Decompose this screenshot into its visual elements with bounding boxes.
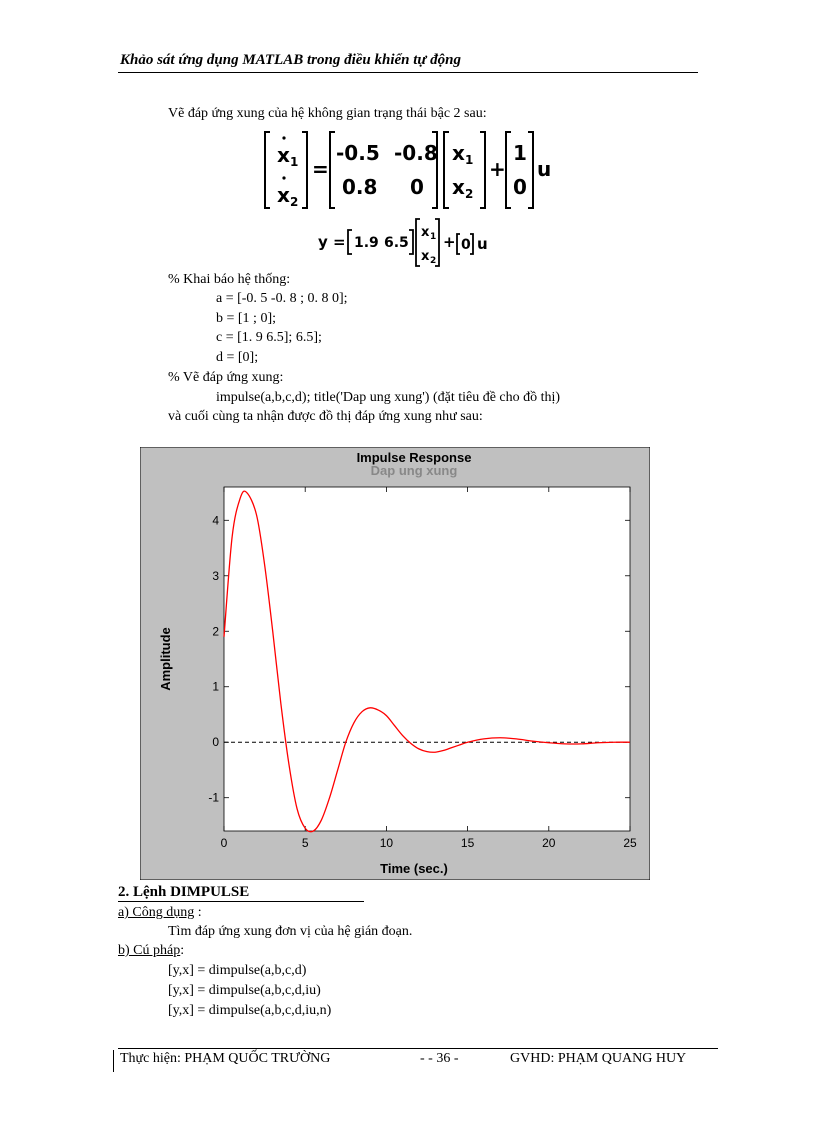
code-comment-declare: % Khai báo hệ thống:	[168, 272, 291, 287]
footer-author: Thực hiện: PHẠM QUỐC TRƯỜNG	[120, 1051, 331, 1066]
code-line-impulse: impulse(a,b,c,d); title('Dap ung xung') (đặt tiêu đề cho đồ thị)	[216, 390, 561, 405]
svg-text:x: x	[421, 225, 430, 240]
a21: 0.8	[342, 175, 378, 199]
syntax-line-1: [y,x] = dimpulse(a,b,c,d)	[168, 963, 307, 978]
section-title: 2. Lệnh DIMPULSE	[118, 884, 250, 900]
xdot1-subscript: 1	[290, 155, 299, 169]
syntax-label: b) Cú pháp	[118, 943, 181, 958]
x-tick-label: 0	[220, 836, 228, 850]
header-rule	[118, 72, 698, 73]
usage-heading	[118, 905, 202, 921]
a22: 0	[410, 175, 424, 199]
impulse-response-figure	[140, 447, 650, 880]
a12: -0.8	[394, 141, 438, 165]
section-rule	[118, 901, 364, 902]
x-tick-label: 5	[301, 836, 309, 850]
usage-text: Tìm đáp ứng xung đơn vị của hệ gián đoạn.	[168, 924, 413, 939]
b2: 0	[513, 175, 527, 199]
svg-text:1: 1	[430, 232, 437, 242]
y-tick-label: 1	[212, 679, 219, 694]
footer-page-number: - - 36 -	[420, 1051, 459, 1066]
state-equation	[262, 126, 562, 214]
x-tick-label: 10	[379, 836, 394, 850]
input-u: u	[537, 157, 552, 181]
svg-text:x: x	[452, 141, 465, 165]
footer-advisor: GVHD: PHẠM QUANG HUY	[510, 1051, 687, 1066]
svg-text:x: x	[452, 175, 465, 199]
b1: 1	[513, 141, 527, 165]
plot-area	[224, 487, 630, 831]
svg-text:=: =	[312, 157, 329, 181]
conclusion-text: và cuối cùng ta nhận được đồ thị đáp ứng xung như sau:	[168, 409, 483, 424]
y-tick-label: 3	[212, 568, 219, 583]
c1: 1.9	[354, 235, 379, 251]
usage-label: a) Công dụng	[118, 905, 195, 920]
svg-text:2: 2	[465, 187, 474, 201]
page-header-title: Khảo sát ứng dụng MATLAB trong điều khiển tự động	[120, 52, 461, 68]
code-comment-plot: % Vẽ đáp ứng xung:	[168, 370, 284, 385]
code-line-d: d = [0];	[216, 350, 259, 365]
c2: 6.5	[384, 235, 409, 251]
x-axis-label: Time (sec.)	[380, 861, 448, 876]
intro-text: Vẽ đáp ứng xung của hệ không gian trạng thái bậc 2 sau:	[168, 106, 487, 121]
x-tick-label: 25	[623, 836, 637, 850]
svg-text:+: +	[489, 157, 506, 181]
code-line-c: c = [1. 9 6.5]; 6.5];	[216, 330, 322, 345]
output-u: u	[477, 235, 488, 253]
syntax-colon: :	[180, 943, 185, 958]
syntax-line-3: [y,x] = dimpulse(a,b,c,d,iu,n)	[168, 1003, 332, 1018]
svg-text:2: 2	[430, 256, 437, 266]
a11: -0.5	[336, 141, 380, 165]
xdot1-symbol: x	[277, 143, 290, 167]
d-value: 0	[461, 237, 471, 253]
xdot2-subscript: 2	[290, 195, 299, 209]
footer-rule	[118, 1048, 718, 1049]
y-label: y =	[318, 233, 346, 251]
usage-colon: :	[197, 905, 202, 920]
y-axis-label: Amplitude	[158, 627, 173, 691]
xdot2-symbol: x	[277, 183, 290, 207]
syntax-line-2: [y,x] = dimpulse(a,b,c,d,iu)	[168, 983, 321, 998]
svg-text:x: x	[421, 249, 430, 264]
chart-title: Impulse Response	[356, 450, 472, 465]
svg-text:+: +	[443, 233, 456, 251]
svg-text:1: 1	[465, 153, 474, 167]
x-tick-label: 20	[542, 836, 556, 850]
code-line-a: a = [-0. 5 -0. 8 ; 0. 8 0];	[216, 291, 348, 306]
x-tick-label: 15	[460, 836, 475, 850]
code-line-b: b = [1 ; 0];	[216, 311, 276, 326]
chart-subtitle: Dap ung xung	[370, 463, 458, 478]
y-tick-label: 4	[212, 513, 219, 528]
footer-left-bar	[113, 1050, 114, 1072]
output-equation	[318, 216, 518, 270]
syntax-heading	[118, 943, 184, 959]
y-tick-label: -1	[208, 790, 219, 805]
y-tick-label: 2	[212, 624, 219, 639]
y-tick-label: 0	[212, 735, 219, 750]
